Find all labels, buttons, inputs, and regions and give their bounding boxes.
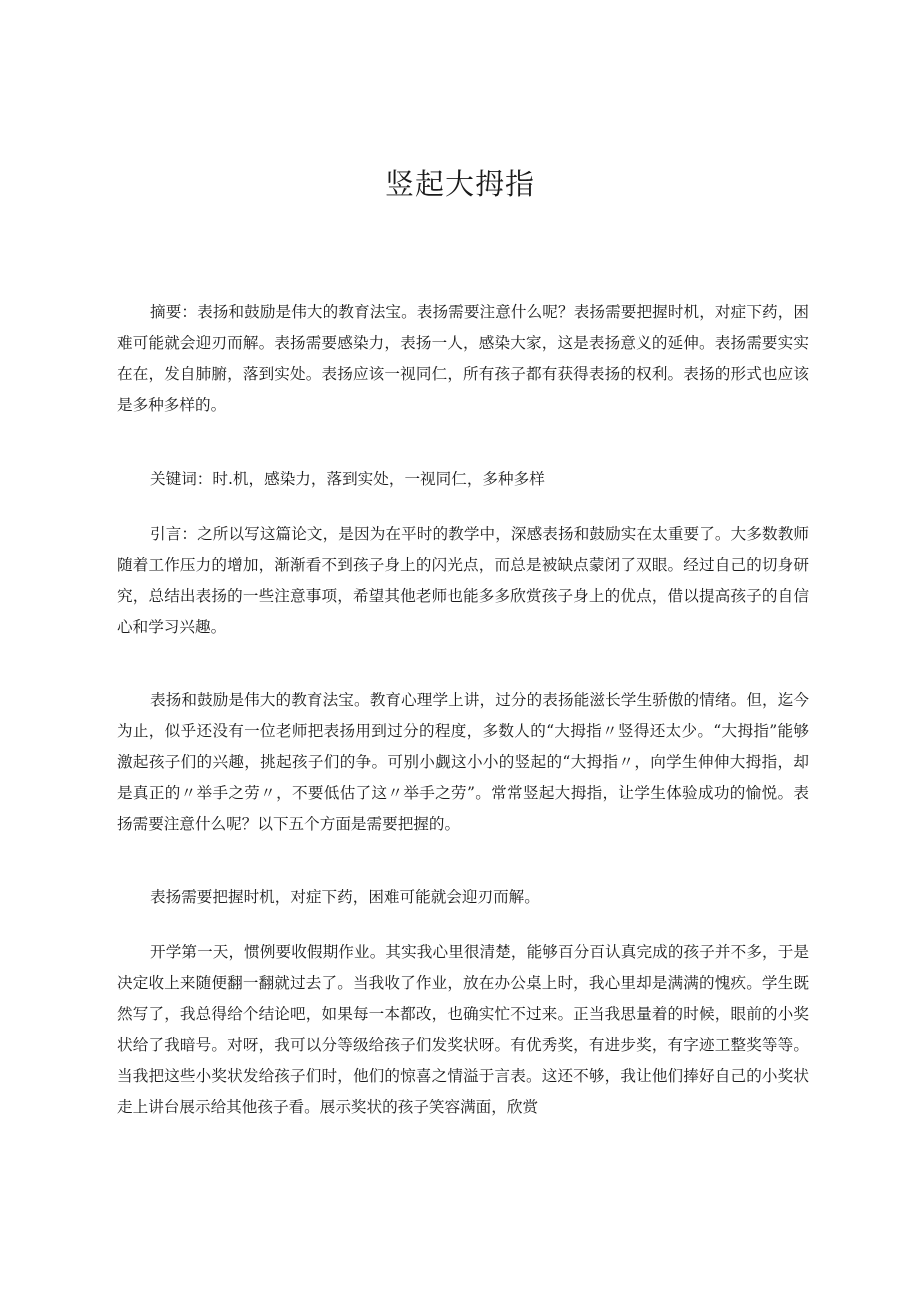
body-paragraph: 表扬和鼓励是伟大的教育法宝。教育心理学上讲，过分的表扬能滋长学生骄傲的情绪。但，迄今为止，似乎还没有一位老师把表扬用到过分的程度，多数人的“大拇指〃竖得还太少。“大拇指”能够激起孩子们的兴趣，挑起孩子们的争。可别小觑这小小的竖起的“大拇指〃，向学生伸伸大拇指，却是真正的〃举手之劳〃，不要低估了这〃举手之劳”。常常竖起大拇指，让学生体验成功的愉悦。表扬需要注意什么呢？以下五个方面是需要把握的。: [117, 691, 809, 833]
page-title: 竖起大拇指: [384, 167, 535, 201]
section-heading-paragraph: 表扬需要把握时机，对症下药，困难可能就会迎刃而解。: [150, 888, 540, 906]
keywords-paragraph: 关键词：时.机，感染力，落到实处，一视同仁，多种多样: [150, 470, 545, 488]
abstract-paragraph: 摘要：表扬和鼓励是伟大的教育法宝。表扬需要注意什么呢？表扬需要把握时机，对症下药，困难可能就会迎刃而解。表扬需要感染力，表扬一人，感染大家，这是表扬意义的延伸。表扬需要实实在在，发自肺腑，落到实处。表扬应该一视同仁，所有孩子都有获得表扬的权利。表扬的形式也应该是多种多样的。: [117, 303, 809, 414]
body-paragraph: 开学第一天，惯例要收假期作业。其实我心里很清楚，能够百分百认真完成的孩子并不多，于是决定收上来随便翻一翻就过去了。当我收了作业，放在办公桌上时，我心里却是满满的愧疚。学生既然写了，我总得给个结论吧，如果每一本都改，也确实忙不过来。正当我思量着的时候，眼前的小奖状给了我暗号。对呀，我可以分等级给孩子们发奖状呀。有优秀奖，有进步奖，有字迹工整奖等等。当我把这些小奖状发给孩子们时，他们的惊喜之情溢于言表。这还不够，我让他们捧好自己的小奖状走上讲台展示给其他孩子看。展示奖状的孩子笑容满面，欣赏: [117, 943, 809, 1116]
introduction-paragraph: 引言：之所以写这篇论文，是因为在平时的教学中，深感表扬和鼓励实在太重要了。大多数教师随着工作压力的增加，渐渐看不到孩子身上的闪光点，而总是被缺点蒙闭了双眼。经过自己的切身研究，总结出表扬的一些注意事项，希望其他老师也能多多欣赏孩子身上的优点，借以提高孩子的自信心和学习兴趣。: [117, 525, 809, 636]
